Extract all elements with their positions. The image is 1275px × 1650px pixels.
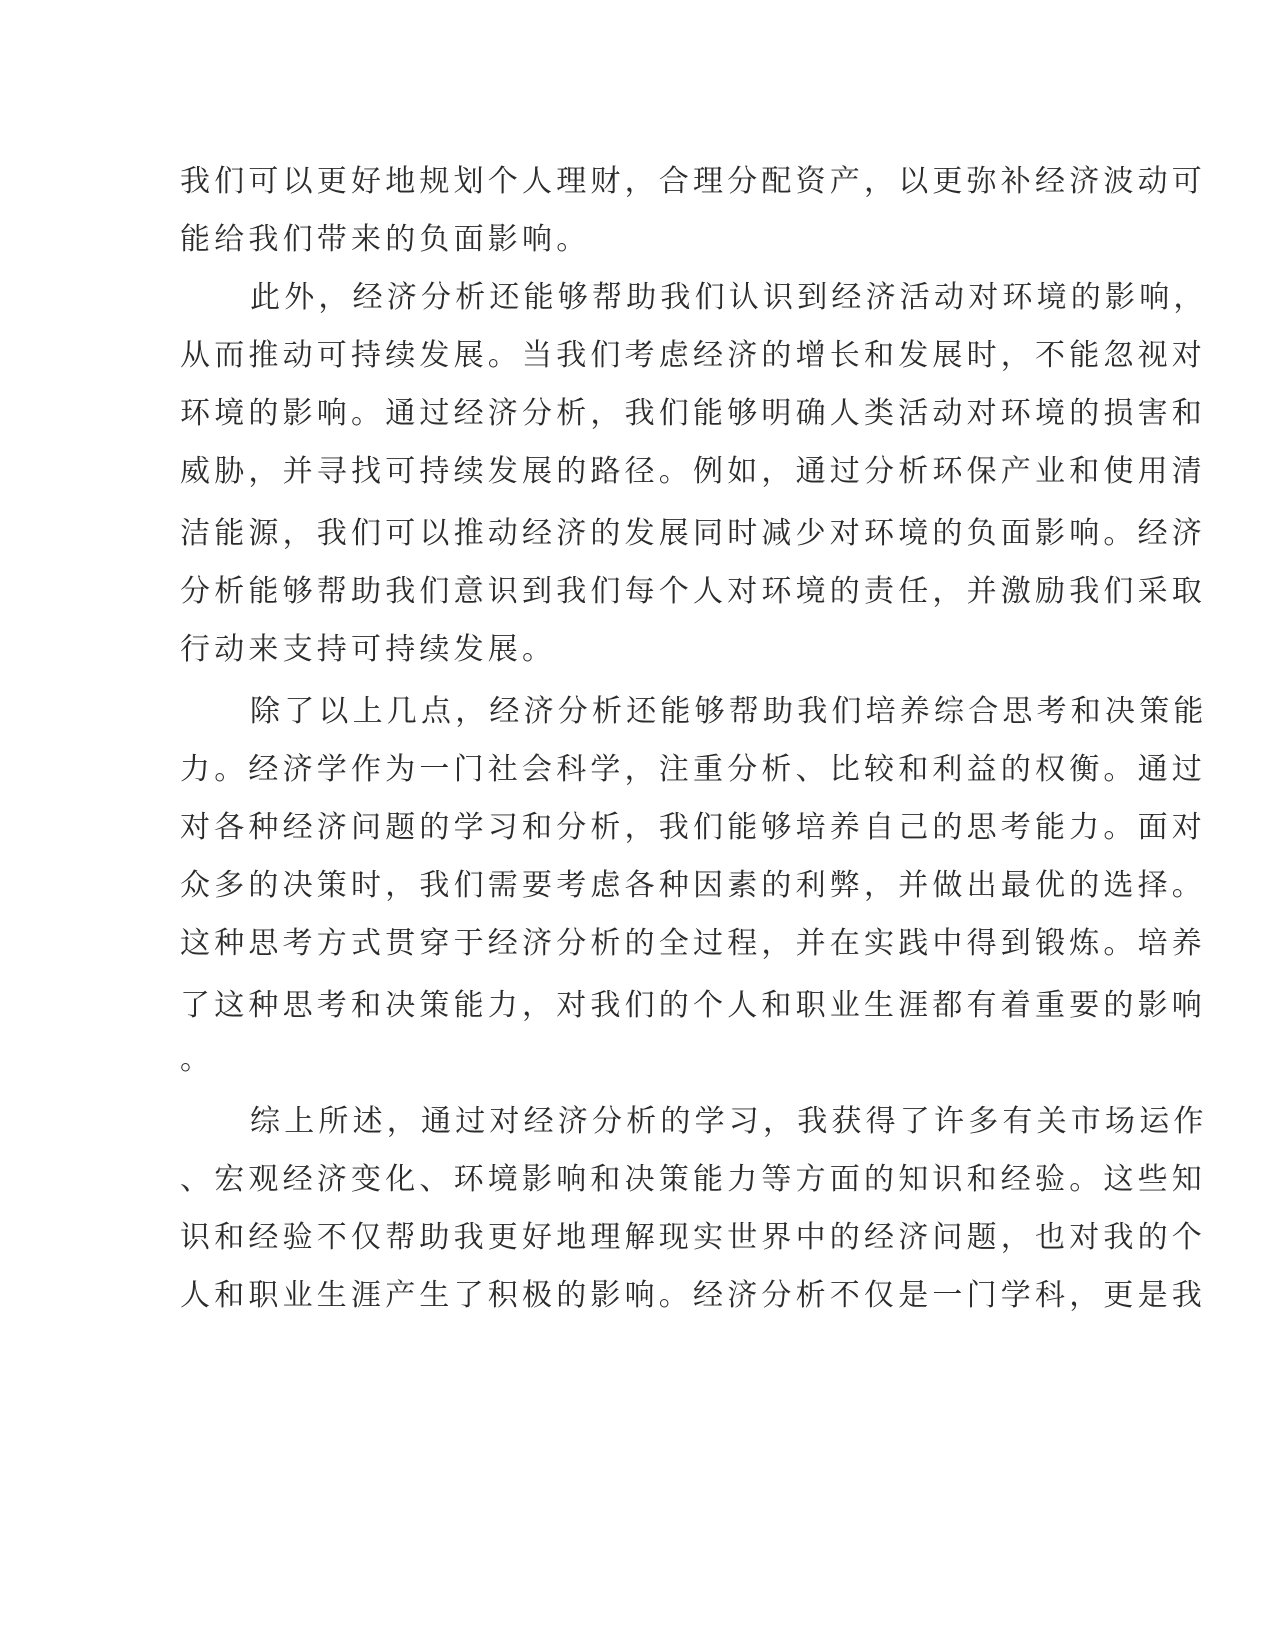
text-line-13: 众多的决策时，我们需要考虑各种因素的利弊，并做出最优的选择。: [180, 868, 1206, 903]
text-line-2: 能给我们带来的负面影响。: [180, 222, 591, 257]
text-line-17: 综上所述，通过对经济分析的学习，我获得了许多有关市场运作: [250, 1104, 1208, 1139]
text-line-20: 人和职业生涯产生了积极的影响。经济分析不仅是一门学科，更是我: [180, 1278, 1206, 1313]
text-line-15: 了这种思考和决策能力，对我们的个人和职业生涯都有着重要的影响: [180, 988, 1206, 1023]
text-line-18: 、宏观经济变化、环境影响和决策能力等方面的知识和经验。这些知: [180, 1162, 1206, 1197]
text-line-4: 从而推动可持续发展。当我们考虑经济的增长和发展时，不能忽视对: [180, 338, 1206, 373]
text-line-7: 洁能源，我们可以推动经济的发展同时减少对环境的负面影响。经济: [180, 516, 1206, 551]
text-line-9: 行动来支持可持续发展。: [180, 632, 557, 667]
text-line-12: 对各种经济问题的学习和分析，我们能够培养自己的思考能力。面对: [180, 810, 1206, 845]
text-line-5: 环境的影响。通过经济分析，我们能够明确人类活动对环境的损害和: [180, 396, 1206, 431]
text-line-1: 我们可以更好地规划个人理财，合理分配资产，以更弥补经济波动可: [180, 164, 1206, 199]
text-line-3: 此外，经济分析还能够帮助我们认识到经济活动对环境的影响，: [250, 280, 1208, 315]
text-line-14: 这种思考方式贯穿于经济分析的全过程，并在实践中得到锻炼。培养: [180, 926, 1206, 961]
text-line-19: 识和经验不仅帮助我更好地理解现实世界中的经济问题，也对我的个: [180, 1220, 1206, 1255]
text-line-6: 威胁，并寻找可持续发展的路径。例如，通过分析环保产业和使用清: [180, 454, 1206, 489]
text-line-11: 力。经济学作为一门社会科学，注重分析、比较和利益的权衡。通过: [180, 752, 1206, 787]
text-line-16: 。: [180, 1042, 215, 1077]
text-line-10: 除了以上几点，经济分析还能够帮助我们培养综合思考和决策能: [250, 694, 1208, 729]
text-line-8: 分析能够帮助我们意识到我们每个人对环境的责任，并激励我们采取: [180, 574, 1206, 609]
